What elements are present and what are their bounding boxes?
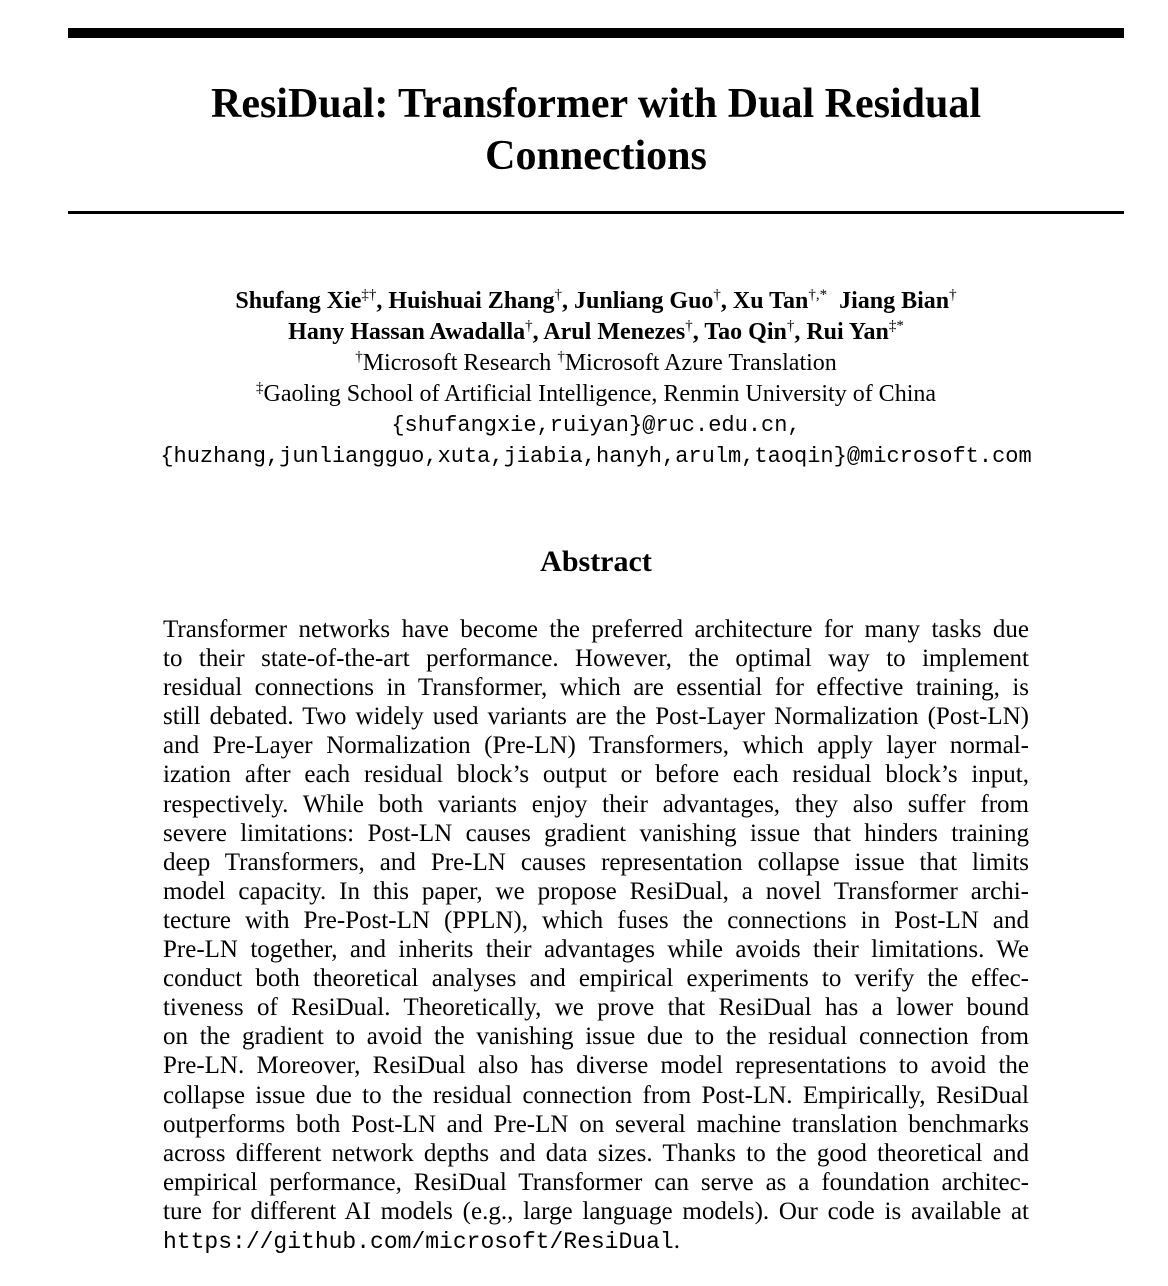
affiliation-text: Microsoft Azure Translation xyxy=(564,350,837,376)
affiliation-mark: ‡ xyxy=(255,380,264,396)
author-marks: †,* xyxy=(808,287,828,303)
abstract-line: on the gradient to avoid the vanishing issue due to the residual connection from xyxy=(163,1023,1029,1051)
affiliation-text: Microsoft Research xyxy=(362,350,558,376)
author-separator: , xyxy=(376,288,389,314)
abstract-line: Pre-LN. Moreover, ResiDual also has diverse model representations to avoid the xyxy=(163,1052,1029,1080)
paper-title xyxy=(68,78,1124,182)
author-name: Xu Tan xyxy=(732,288,809,314)
author-marks: † xyxy=(685,318,693,334)
abstract-line: residual connections in Transformer, which are essential for effective training, is xyxy=(163,674,1029,702)
author-name: Junliang Guo xyxy=(574,288,714,314)
final-punctuation: . xyxy=(673,1226,680,1254)
abstract-line: severe limitations: Post-LN causes gradient vanishing issue that hinders training xyxy=(163,819,1029,847)
author-line-1 xyxy=(68,286,1124,317)
author-name: Shufang Xie xyxy=(235,288,362,314)
abstract-line: tecture with Pre-Post-LN (PPLN), which fuses the connections in Post-LN and xyxy=(163,906,1029,934)
abstract-line: deep Transformers, and Pre-LN causes representation collapse issue that limits xyxy=(163,848,1029,876)
abstract-body xyxy=(163,615,1029,1257)
author-marks: † xyxy=(554,287,563,303)
author-marks: ‡* xyxy=(888,318,904,334)
abstract-line: respectively. While both variants enjoy their advantages, they also suffer from xyxy=(163,790,1029,818)
abstract-line: conduct both theoretical analyses and empirical experiments to verify the effec- xyxy=(163,965,1029,993)
author-marks: † xyxy=(525,318,533,334)
author-marks: † xyxy=(713,287,721,303)
author-line-2 xyxy=(68,317,1124,348)
author-name: Tao Qin xyxy=(704,319,787,345)
title-line-2: Connections xyxy=(485,133,707,179)
affiliation-line-1 xyxy=(68,348,1124,379)
title-bottom-rule xyxy=(68,211,1124,214)
title-line-1: ResiDual: Transformer with Dual Residual xyxy=(210,81,982,127)
code-url-link[interactable]: https://github.com/microsoft/ResiDual xyxy=(163,1228,674,1255)
author-name: Huishuai Zhang xyxy=(388,288,555,314)
abstract-line: to their state-of-the-art performance. However, the optimal way to implement xyxy=(163,645,1029,673)
abstract-line: and Pre-Layer Normalization (Pre-LN) Transformers, which apply layer normal- xyxy=(163,732,1029,760)
abstract-line: across different network depths and data sizes. Thanks to the good theoretical and xyxy=(163,1139,1029,1167)
abstract-line: Transformer networks have become the preferred architecture for many tasks due xyxy=(163,616,1029,643)
abstract-line: outperforms both Post-LN and Pre-LN on several machine translation benchmarks xyxy=(163,1110,1029,1138)
author-separator: , xyxy=(794,319,807,345)
abstract-line: collapse issue due to the residual connection from Post-LN. Empirically, ResiDual xyxy=(163,1081,1029,1109)
abstract-final-line xyxy=(163,1226,1029,1257)
abstract-heading: Abstract xyxy=(540,545,652,578)
affiliation-text: Gaoling School of Artificial Intelligence, Renmin University of China xyxy=(263,381,937,407)
abstract-line: Pre-LN together, and inherits their advantages while avoids their limitations. We xyxy=(163,936,1029,964)
author-separator: , xyxy=(720,288,733,314)
email-line-1: {shufangxie,ruiyan}@ruc.edu.cn, xyxy=(391,413,801,438)
author-name: Rui Yan xyxy=(806,319,889,345)
abstract-line: ization after each residual block’s output or before each residual block’s input, xyxy=(163,761,1029,789)
author-marks: † xyxy=(786,318,795,334)
author-name: Jiang Bian xyxy=(839,288,950,314)
affiliation-mark: † xyxy=(557,349,565,365)
author-separator xyxy=(827,288,839,314)
affiliation-line-2 xyxy=(68,379,1124,410)
author-name: Arul Menezes xyxy=(543,319,686,345)
abstract-line: still debated. Two widely used variants are the Post-Layer Normalization (Post-LN) xyxy=(163,703,1029,731)
author-name: Hany Hassan Awadalla xyxy=(288,319,526,345)
author-marks: ‡† xyxy=(361,287,377,303)
affiliation-mark: † xyxy=(355,349,363,365)
abstract-line: empirical performance, ResiDual Transformer can serve as a foundation architec- xyxy=(163,1168,1029,1196)
author-separator: , xyxy=(532,319,544,345)
abstract-line: tiveness of ResiDual. Theoretically, we prove that ResiDual has a lower bound xyxy=(163,994,1029,1022)
email-line-2: {huzhang,junliangguo,xuta,jiabia,hanyh,arulm,taoqin}@microsoft.com xyxy=(160,444,1032,469)
author-block xyxy=(68,286,1124,472)
top-rule xyxy=(68,28,1124,38)
abstract-line: model capacity. In this paper, we propose ResiDual, a novel Transformer archi- xyxy=(163,877,1029,905)
author-separator: , xyxy=(692,319,705,345)
abstract-line: ture for different AI models (e.g., large language models). Our code is available at xyxy=(163,1197,1029,1225)
author-marks: † xyxy=(949,287,957,303)
author-separator: , xyxy=(562,288,575,314)
